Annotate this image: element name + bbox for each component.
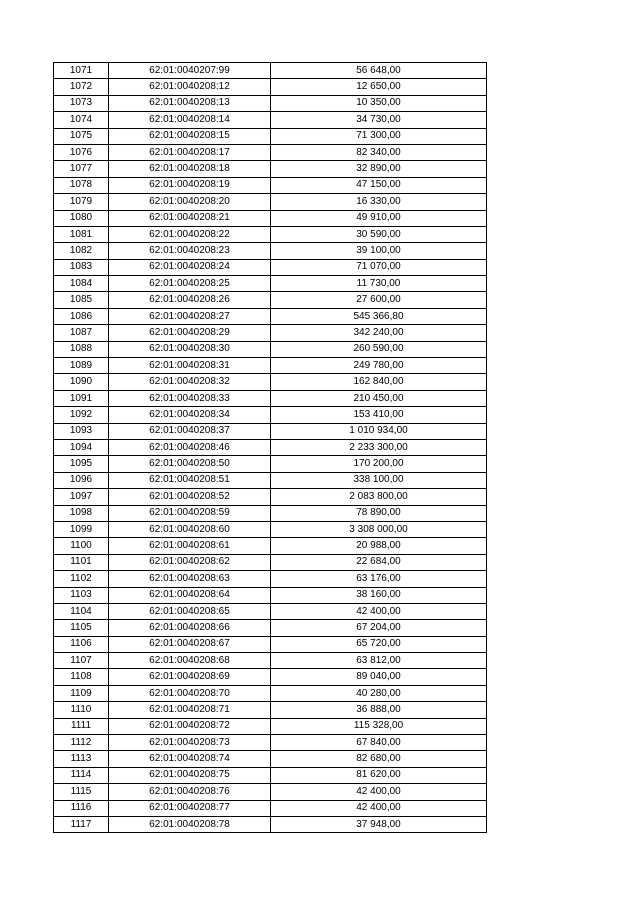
table-row — [54, 374, 487, 390]
value-cell: 71 300,00 — [271, 128, 487, 144]
cadastral-number-cell: 62:01:0040208:52 — [109, 489, 271, 505]
table-row — [54, 128, 487, 144]
row-number-cell: 1102 — [54, 571, 109, 587]
row-number-cell: 1082 — [54, 243, 109, 259]
table-row — [54, 276, 487, 292]
row-number-cell: 1101 — [54, 554, 109, 570]
value-cell: 210 450,00 — [271, 390, 487, 406]
row-number-cell: 1106 — [54, 636, 109, 652]
document-table-container — [53, 62, 487, 833]
table-row — [54, 669, 487, 685]
value-cell: 30 590,00 — [271, 226, 487, 242]
value-cell: 338 100,00 — [271, 472, 487, 488]
cadastral-number-cell: 62:01:0040208:26 — [109, 292, 271, 308]
row-number-cell: 1080 — [54, 210, 109, 226]
cadastral-number-cell: 62:01:0040208:76 — [109, 784, 271, 800]
value-cell: 342 240,00 — [271, 325, 487, 341]
value-cell: 22 684,00 — [271, 554, 487, 570]
table-row — [54, 226, 487, 242]
cadastral-number-cell: 62:01:0040208:51 — [109, 472, 271, 488]
cadastral-number-cell: 62:01:0040208:27 — [109, 308, 271, 324]
value-cell: 67 840,00 — [271, 735, 487, 751]
cadastral-number-cell: 62:01:0040208:73 — [109, 735, 271, 751]
row-number-cell: 1093 — [54, 423, 109, 439]
table-body — [54, 63, 487, 833]
table-row — [54, 341, 487, 357]
cadastral-number-cell: 62:01:0040208:21 — [109, 210, 271, 226]
row-number-cell: 1111 — [54, 718, 109, 734]
cadastral-number-cell: 62:01:0040208:71 — [109, 702, 271, 718]
value-cell: 34 730,00 — [271, 112, 487, 128]
cadastral-number-cell: 62:01:0040208:15 — [109, 128, 271, 144]
cadastral-number-cell: 62:01:0040208:14 — [109, 112, 271, 128]
row-number-cell: 1103 — [54, 587, 109, 603]
value-cell: 162 840,00 — [271, 374, 487, 390]
cadastral-number-cell: 62:01:0040208:20 — [109, 194, 271, 210]
table-row — [54, 456, 487, 472]
table-row — [54, 243, 487, 259]
cadastral-number-cell: 62:01:0040208:37 — [109, 423, 271, 439]
table-row — [54, 423, 487, 439]
value-cell: 71 070,00 — [271, 259, 487, 275]
table-row — [54, 259, 487, 275]
value-cell: 20 988,00 — [271, 538, 487, 554]
cadastral-number-cell: 62:01:0040208:13 — [109, 95, 271, 111]
value-cell: 42 400,00 — [271, 603, 487, 619]
table-row — [54, 79, 487, 95]
row-number-cell: 1100 — [54, 538, 109, 554]
table-row — [54, 767, 487, 783]
value-cell: 63 176,00 — [271, 571, 487, 587]
row-number-cell: 1085 — [54, 292, 109, 308]
row-number-cell: 1084 — [54, 276, 109, 292]
row-number-cell: 1075 — [54, 128, 109, 144]
table-row — [54, 718, 487, 734]
table-row — [54, 489, 487, 505]
row-number-cell: 1079 — [54, 194, 109, 210]
table-row — [54, 308, 487, 324]
row-number-cell: 1088 — [54, 341, 109, 357]
cadastral-number-cell: 62:01:0040208:74 — [109, 751, 271, 767]
table-row — [54, 177, 487, 193]
value-cell: 56 648,00 — [271, 63, 487, 79]
table-row — [54, 571, 487, 587]
table-row — [54, 538, 487, 554]
cadastral-number-cell: 62:01:0040208:19 — [109, 177, 271, 193]
value-cell: 42 400,00 — [271, 800, 487, 816]
cadastral-number-cell: 62:01:0040208:60 — [109, 521, 271, 537]
row-number-cell: 1116 — [54, 800, 109, 816]
row-number-cell: 1083 — [54, 259, 109, 275]
row-number-cell: 1104 — [54, 603, 109, 619]
row-number-cell: 1113 — [54, 751, 109, 767]
table-row — [54, 636, 487, 652]
value-cell: 37 948,00 — [271, 816, 487, 832]
table-row — [54, 407, 487, 423]
table-row — [54, 587, 487, 603]
row-number-cell: 1096 — [54, 472, 109, 488]
cadastral-number-cell: 62:01:0040208:69 — [109, 669, 271, 685]
row-number-cell: 1087 — [54, 325, 109, 341]
table-row — [54, 194, 487, 210]
value-cell: 16 330,00 — [271, 194, 487, 210]
cadastral-number-cell: 62:01:0040208:62 — [109, 554, 271, 570]
cadastral-number-cell: 62:01:0040208:30 — [109, 341, 271, 357]
cadastral-number-cell: 62:01:0040208:64 — [109, 587, 271, 603]
cadastral-number-cell: 62:01:0040208:50 — [109, 456, 271, 472]
row-number-cell: 1077 — [54, 161, 109, 177]
value-cell: 115 328,00 — [271, 718, 487, 734]
value-cell: 49 910,00 — [271, 210, 487, 226]
row-number-cell: 1114 — [54, 767, 109, 783]
cadastral-number-cell: 62:01:0040208:12 — [109, 79, 271, 95]
value-cell: 1 010 934,00 — [271, 423, 487, 439]
value-cell: 32 890,00 — [271, 161, 487, 177]
value-cell: 260 590,00 — [271, 341, 487, 357]
value-cell: 42 400,00 — [271, 784, 487, 800]
row-number-cell: 1090 — [54, 374, 109, 390]
value-cell: 82 680,00 — [271, 751, 487, 767]
row-number-cell: 1098 — [54, 505, 109, 521]
table-row — [54, 784, 487, 800]
table-row — [54, 800, 487, 816]
row-number-cell: 1097 — [54, 489, 109, 505]
cadastral-number-cell: 62:01:0040208:33 — [109, 390, 271, 406]
row-number-cell: 1071 — [54, 63, 109, 79]
table-row — [54, 521, 487, 537]
table-row — [54, 620, 487, 636]
row-number-cell: 1091 — [54, 390, 109, 406]
row-number-cell: 1074 — [54, 112, 109, 128]
table-row — [54, 472, 487, 488]
value-cell: 40 280,00 — [271, 685, 487, 701]
row-number-cell: 1086 — [54, 308, 109, 324]
row-number-cell: 1092 — [54, 407, 109, 423]
row-number-cell: 1073 — [54, 95, 109, 111]
cadastral-number-cell: 62:01:0040207:99 — [109, 63, 271, 79]
table-row — [54, 735, 487, 751]
cadastral-number-cell: 62:01:0040208:29 — [109, 325, 271, 341]
cadastral-value-table — [53, 62, 487, 833]
value-cell: 82 340,00 — [271, 144, 487, 160]
cadastral-number-cell: 62:01:0040208:78 — [109, 816, 271, 832]
row-number-cell: 1099 — [54, 521, 109, 537]
cadastral-number-cell: 62:01:0040208:68 — [109, 653, 271, 669]
row-number-cell: 1081 — [54, 226, 109, 242]
cadastral-number-cell: 62:01:0040208:70 — [109, 685, 271, 701]
cadastral-number-cell: 62:01:0040208:77 — [109, 800, 271, 816]
table-row — [54, 325, 487, 341]
cadastral-number-cell: 62:01:0040208:63 — [109, 571, 271, 587]
row-number-cell: 1076 — [54, 144, 109, 160]
value-cell: 47 150,00 — [271, 177, 487, 193]
cadastral-number-cell: 62:01:0040208:22 — [109, 226, 271, 242]
value-cell: 27 600,00 — [271, 292, 487, 308]
value-cell: 2 083 800,00 — [271, 489, 487, 505]
value-cell: 249 780,00 — [271, 358, 487, 374]
row-number-cell: 1072 — [54, 79, 109, 95]
cadastral-number-cell: 62:01:0040208:24 — [109, 259, 271, 275]
cadastral-number-cell: 62:01:0040208:66 — [109, 620, 271, 636]
value-cell: 38 160,00 — [271, 587, 487, 603]
value-cell: 36 888,00 — [271, 702, 487, 718]
value-cell: 11 730,00 — [271, 276, 487, 292]
row-number-cell: 1110 — [54, 702, 109, 718]
cadastral-number-cell: 62:01:0040208:61 — [109, 538, 271, 554]
table-row — [54, 751, 487, 767]
row-number-cell: 1107 — [54, 653, 109, 669]
cadastral-number-cell: 62:01:0040208:67 — [109, 636, 271, 652]
table-row — [54, 653, 487, 669]
value-cell: 63 812,00 — [271, 653, 487, 669]
table-row — [54, 112, 487, 128]
cadastral-number-cell: 62:01:0040208:34 — [109, 407, 271, 423]
table-row — [54, 161, 487, 177]
cadastral-number-cell: 62:01:0040208:25 — [109, 276, 271, 292]
table-row — [54, 816, 487, 832]
cadastral-number-cell: 62:01:0040208:17 — [109, 144, 271, 160]
row-number-cell: 1117 — [54, 816, 109, 832]
table-row — [54, 702, 487, 718]
cadastral-number-cell: 62:01:0040208:59 — [109, 505, 271, 521]
row-number-cell: 1115 — [54, 784, 109, 800]
table-row — [54, 95, 487, 111]
cadastral-number-cell: 62:01:0040208:23 — [109, 243, 271, 259]
value-cell: 153 410,00 — [271, 407, 487, 423]
value-cell: 12 650,00 — [271, 79, 487, 95]
table-row — [54, 685, 487, 701]
cadastral-number-cell: 62:01:0040208:46 — [109, 439, 271, 455]
table-row — [54, 210, 487, 226]
value-cell: 2 233 300,00 — [271, 439, 487, 455]
row-number-cell: 1094 — [54, 439, 109, 455]
row-number-cell: 1109 — [54, 685, 109, 701]
table-row — [54, 505, 487, 521]
table-row — [54, 390, 487, 406]
value-cell: 545 366,80 — [271, 308, 487, 324]
value-cell: 170 200,00 — [271, 456, 487, 472]
row-number-cell: 1105 — [54, 620, 109, 636]
table-row — [54, 439, 487, 455]
table-row — [54, 292, 487, 308]
table-row — [54, 554, 487, 570]
value-cell: 39 100,00 — [271, 243, 487, 259]
value-cell: 67 204,00 — [271, 620, 487, 636]
row-number-cell: 1089 — [54, 358, 109, 374]
row-number-cell: 1095 — [54, 456, 109, 472]
cadastral-number-cell: 62:01:0040208:31 — [109, 358, 271, 374]
value-cell: 78 890,00 — [271, 505, 487, 521]
table-row — [54, 603, 487, 619]
cadastral-number-cell: 62:01:0040208:75 — [109, 767, 271, 783]
row-number-cell: 1108 — [54, 669, 109, 685]
cadastral-number-cell: 62:01:0040208:65 — [109, 603, 271, 619]
table-row — [54, 144, 487, 160]
cadastral-number-cell: 62:01:0040208:72 — [109, 718, 271, 734]
table-row — [54, 358, 487, 374]
cadastral-number-cell: 62:01:0040208:18 — [109, 161, 271, 177]
row-number-cell: 1112 — [54, 735, 109, 751]
cadastral-number-cell: 62:01:0040208:32 — [109, 374, 271, 390]
value-cell: 65 720,00 — [271, 636, 487, 652]
row-number-cell: 1078 — [54, 177, 109, 193]
table-row — [54, 63, 487, 79]
value-cell: 89 040,00 — [271, 669, 487, 685]
value-cell: 81 620,00 — [271, 767, 487, 783]
value-cell: 3 308 000,00 — [271, 521, 487, 537]
value-cell: 10 350,00 — [271, 95, 487, 111]
